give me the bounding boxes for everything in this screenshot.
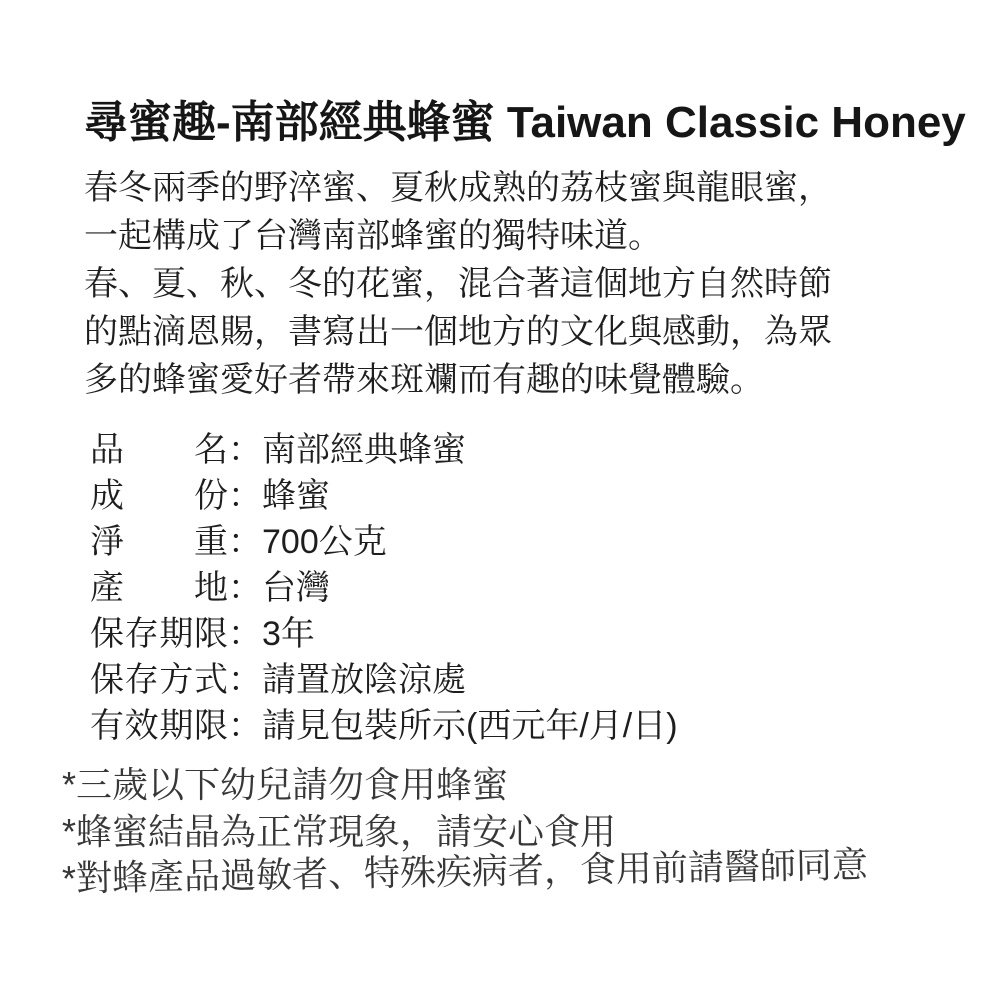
- spec-colon: ：: [228, 569, 262, 607]
- spec-label: 淨重: [90, 523, 228, 561]
- spec-row-net-weight: [90, 519, 1000, 565]
- spec-label: 成份: [90, 477, 228, 515]
- spec-label: 有效期限: [90, 707, 228, 745]
- spec-row-origin: [90, 565, 1000, 611]
- spec-row-product-name: [90, 427, 1000, 473]
- spec-row-expiry: [90, 703, 1000, 749]
- spec-value: 請置放陰涼處: [262, 661, 466, 699]
- spec-value: 3年: [262, 615, 315, 653]
- spec-value: 700公克: [262, 523, 387, 561]
- description-paragraph-1: 春冬兩季的野淬蜜、夏秋成熟的荔枝蜜與龍眼蜜，一起構成了台灣南部蜂蜜的獨特味道。: [84, 169, 832, 255]
- spec-list: [90, 427, 1000, 749]
- spec-colon: ：: [228, 707, 262, 745]
- spec-row-ingredients: [90, 473, 1000, 519]
- spec-label: 保存期限: [90, 615, 228, 653]
- footnote-infant-warning: *三歲以下幼兒請勿食用蜂蜜: [62, 764, 509, 805]
- spec-value: 台灣: [262, 569, 330, 607]
- description-paragraph-2: 春、夏、秋、冬的花蜜，混合著這個地方自然時節的點滴恩賜，書寫出一個地方的文化與感動，為眾多的蜂蜜愛好者帶來斑斕而有趣的味覺體驗。: [84, 265, 832, 399]
- spec-value: 請見包裝所示(西元年/月/日): [262, 707, 678, 745]
- page-title: 尋蜜趣-南部經典蜂蜜 Taiwan Classic Honey: [84, 98, 966, 147]
- product-description: [84, 164, 846, 404]
- spec-colon: ：: [228, 523, 262, 561]
- spec-colon: ：: [228, 615, 262, 653]
- spec-value: 南部經典蜂蜜: [262, 431, 466, 469]
- spec-label: 品名: [90, 431, 228, 469]
- spec-row-storage: [90, 657, 1000, 703]
- spec-row-shelf-life: [90, 611, 1000, 657]
- footnote-crystallization-note: *蜂蜜結晶為正常現象，請安心食用: [62, 811, 617, 852]
- spec-value: 蜂蜜: [262, 477, 330, 515]
- spec-colon: ：: [228, 661, 262, 699]
- spec-colon: ：: [228, 431, 262, 469]
- spec-label: 保存方式: [90, 661, 228, 699]
- footnotes: [62, 761, 1000, 902]
- footnote-allergy-warning: *對蜂產品過敏者、特殊疾病者，食用前請醫師同意: [61, 843, 869, 899]
- spec-colon: ：: [228, 477, 262, 515]
- spec-label: 產地: [90, 569, 228, 607]
